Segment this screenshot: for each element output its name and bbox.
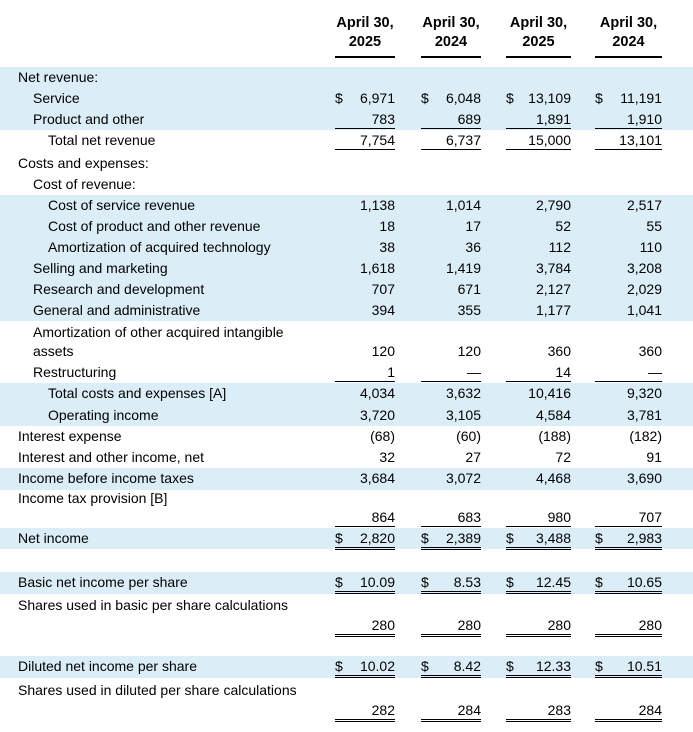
table-row bbox=[0, 321, 693, 362]
value-number: (68) bbox=[370, 428, 395, 444]
value-cell bbox=[421, 260, 481, 277]
row-label: Net revenue: bbox=[18, 69, 99, 85]
value-cell bbox=[335, 658, 395, 678]
row-label: Product and other bbox=[33, 111, 145, 127]
value-cell bbox=[506, 470, 571, 487]
column-header-year: 2024 bbox=[434, 34, 468, 50]
value-cell bbox=[506, 385, 571, 402]
value-number: 284 bbox=[457, 702, 481, 718]
value-number: 3,784 bbox=[535, 260, 571, 276]
value-cell bbox=[335, 197, 395, 214]
value-cell bbox=[506, 260, 571, 277]
currency-symbol: $ bbox=[595, 658, 603, 674]
value-cell bbox=[506, 90, 571, 107]
value-number: 10.09 bbox=[359, 574, 395, 590]
value-cell bbox=[595, 574, 662, 594]
value-cell bbox=[595, 343, 662, 360]
value-cell bbox=[335, 239, 395, 256]
value-number: 1,618 bbox=[359, 260, 395, 276]
value-number: 4,584 bbox=[535, 407, 571, 423]
value-number: 360 bbox=[547, 343, 571, 359]
column-header-line1: April 30, bbox=[336, 15, 394, 31]
value-cell bbox=[506, 702, 571, 722]
column-header-year: 2025 bbox=[522, 34, 555, 50]
value-number: 3,105 bbox=[445, 407, 481, 423]
value-number: 4,034 bbox=[359, 385, 395, 401]
row-label: Income tax provision [B] bbox=[18, 490, 168, 506]
table-row bbox=[0, 594, 693, 636]
value-number: 683 bbox=[457, 509, 481, 525]
value-cell bbox=[421, 428, 481, 445]
value-cell bbox=[595, 449, 662, 466]
value-number: 8.53 bbox=[453, 574, 481, 590]
table-row bbox=[0, 300, 693, 321]
value-number: 13,101 bbox=[619, 132, 662, 148]
value-number: 18 bbox=[379, 218, 395, 234]
column-header bbox=[590, 14, 667, 52]
value-number: 11,191 bbox=[620, 90, 662, 106]
value-cell bbox=[506, 530, 571, 550]
value-cell bbox=[421, 90, 481, 107]
table-row bbox=[0, 67, 693, 88]
value-number: (60) bbox=[456, 428, 481, 444]
row-label: Selling and marketing bbox=[33, 260, 168, 276]
value-number: 10.02 bbox=[359, 658, 395, 674]
table-row bbox=[0, 490, 693, 528]
value-number: 283 bbox=[547, 702, 571, 718]
value-cell bbox=[421, 343, 481, 360]
currency-symbol: $ bbox=[335, 90, 343, 106]
value-cell bbox=[506, 658, 571, 678]
value-number: 707 bbox=[638, 509, 662, 525]
value-number: 783 bbox=[371, 111, 395, 127]
value-cell bbox=[335, 617, 395, 637]
row-label: Operating income bbox=[48, 407, 159, 423]
currency-symbol: $ bbox=[335, 574, 343, 590]
value-number: 38 bbox=[379, 239, 395, 255]
header-rule bbox=[595, 56, 662, 58]
table-row bbox=[0, 362, 693, 383]
row-label: Amortization of other acquired intangible assets bbox=[33, 324, 284, 359]
value-cell bbox=[421, 617, 481, 637]
currency-symbol: $ bbox=[421, 658, 429, 674]
value-cell bbox=[335, 132, 395, 150]
value-number: 3,690 bbox=[626, 470, 662, 486]
value-number: 2,517 bbox=[626, 197, 662, 213]
value-number: 7,754 bbox=[359, 132, 395, 148]
value-cell bbox=[595, 658, 662, 678]
value-cell bbox=[595, 302, 662, 319]
column-header bbox=[501, 14, 576, 52]
row-label: Interest expense bbox=[18, 428, 122, 444]
value-cell bbox=[506, 364, 571, 382]
value-cell bbox=[595, 111, 662, 129]
value-cell bbox=[335, 407, 395, 424]
value-number: 91 bbox=[646, 449, 662, 465]
row-label: Total net revenue bbox=[48, 132, 156, 148]
currency-symbol: $ bbox=[335, 658, 343, 674]
value-cell bbox=[421, 302, 481, 319]
table-row bbox=[0, 130, 693, 152]
table-row bbox=[0, 468, 693, 490]
value-number: 32 bbox=[379, 449, 395, 465]
value-number: 2,029 bbox=[626, 281, 662, 297]
value-cell bbox=[595, 90, 662, 107]
table-row bbox=[0, 405, 693, 426]
value-number: 864 bbox=[371, 509, 395, 525]
row-label: Shares used in basic per share calculations bbox=[18, 597, 289, 613]
value-cell bbox=[421, 449, 481, 466]
value-number: 120 bbox=[371, 343, 395, 359]
value-cell bbox=[335, 218, 395, 235]
value-number: 3,720 bbox=[359, 407, 395, 423]
value-cell bbox=[595, 260, 662, 277]
value-cell bbox=[421, 407, 481, 424]
value-number: 2,983 bbox=[626, 530, 662, 546]
value-number: 280 bbox=[457, 617, 481, 633]
value-cell bbox=[595, 530, 662, 550]
value-number: 3,781 bbox=[626, 407, 662, 423]
value-number: 14 bbox=[555, 364, 571, 380]
value-cell bbox=[506, 239, 571, 256]
value-cell bbox=[335, 90, 395, 107]
value-cell bbox=[421, 530, 481, 550]
value-cell bbox=[421, 364, 481, 382]
value-cell bbox=[421, 574, 481, 594]
row-label: Basic net income per share bbox=[18, 574, 188, 590]
value-cell bbox=[506, 302, 571, 319]
value-cell bbox=[506, 509, 571, 527]
value-number: 112 bbox=[548, 239, 571, 255]
value-cell bbox=[421, 702, 481, 722]
value-number: 6,737 bbox=[445, 132, 481, 148]
value-number: 120 bbox=[457, 343, 481, 359]
value-number: 72 bbox=[555, 449, 571, 465]
value-cell bbox=[421, 385, 481, 402]
value-cell bbox=[335, 260, 395, 277]
value-cell bbox=[595, 617, 662, 637]
value-cell bbox=[335, 470, 395, 487]
value-cell bbox=[595, 218, 662, 235]
table-row bbox=[0, 279, 693, 300]
value-number: 284 bbox=[638, 702, 662, 718]
value-cell bbox=[335, 111, 395, 129]
value-cell bbox=[595, 385, 662, 402]
table-row bbox=[0, 679, 693, 721]
value-number: 6,971 bbox=[359, 90, 395, 106]
value-number: 671 bbox=[457, 281, 481, 297]
value-cell bbox=[421, 197, 481, 214]
value-number: — bbox=[648, 364, 662, 380]
column-header bbox=[416, 14, 486, 52]
currency-symbol: $ bbox=[595, 530, 603, 546]
value-number: 1,891 bbox=[535, 111, 571, 127]
value-number: 3,684 bbox=[359, 470, 395, 486]
value-cell bbox=[595, 239, 662, 256]
table-row bbox=[0, 195, 693, 216]
currency-symbol: $ bbox=[335, 530, 343, 546]
value-cell bbox=[421, 470, 481, 487]
row-label: Income before income taxes bbox=[18, 470, 194, 486]
value-number: 707 bbox=[371, 281, 395, 297]
value-cell bbox=[506, 617, 571, 637]
value-cell bbox=[595, 407, 662, 424]
table-row bbox=[0, 426, 693, 447]
value-cell bbox=[335, 428, 395, 445]
value-cell bbox=[335, 449, 395, 466]
value-number: — bbox=[467, 364, 481, 380]
value-cell bbox=[595, 702, 662, 722]
currency-symbol: $ bbox=[506, 574, 514, 590]
currency-symbol: $ bbox=[506, 658, 514, 674]
value-cell bbox=[335, 509, 395, 527]
value-number: 1,177 bbox=[535, 302, 571, 318]
value-cell bbox=[595, 509, 662, 527]
value-number: 3,488 bbox=[535, 530, 571, 546]
table-row bbox=[0, 153, 693, 174]
row-label: Research and development bbox=[33, 281, 205, 297]
currency-symbol: $ bbox=[421, 90, 429, 106]
header-rule bbox=[421, 56, 481, 58]
header-rule bbox=[335, 56, 395, 58]
currency-symbol: $ bbox=[595, 574, 603, 590]
value-number: 1,138 bbox=[359, 197, 395, 213]
table-row bbox=[0, 656, 693, 678]
value-cell bbox=[506, 574, 571, 594]
value-number: 394 bbox=[371, 302, 395, 318]
value-number: 12.45 bbox=[535, 574, 571, 590]
currency-symbol: $ bbox=[506, 530, 514, 546]
value-number: 1,910 bbox=[626, 111, 662, 127]
table-row bbox=[0, 88, 693, 109]
column-header-year: 2025 bbox=[348, 34, 382, 50]
value-number: 36 bbox=[465, 239, 481, 255]
value-number: (188) bbox=[538, 428, 571, 444]
value-number: 15,000 bbox=[528, 132, 571, 148]
value-number: 2,127 bbox=[535, 281, 571, 297]
table-row bbox=[0, 572, 693, 594]
row-label: Net income bbox=[18, 530, 89, 546]
value-cell bbox=[506, 218, 571, 235]
value-number: 110 bbox=[639, 239, 662, 255]
table-row bbox=[0, 216, 693, 237]
table-row bbox=[0, 174, 693, 195]
value-cell bbox=[335, 343, 395, 360]
value-number: 2,790 bbox=[535, 197, 571, 213]
table-row bbox=[0, 447, 693, 468]
row-label: Service bbox=[33, 90, 80, 106]
column-header-year: 2024 bbox=[612, 34, 645, 50]
header-rule bbox=[506, 56, 571, 58]
value-cell bbox=[595, 132, 662, 150]
row-label: Restructuring bbox=[33, 364, 117, 380]
value-number: 52 bbox=[555, 218, 571, 234]
currency-symbol: $ bbox=[421, 574, 429, 590]
value-cell bbox=[595, 281, 662, 298]
value-cell bbox=[335, 281, 395, 298]
row-label: Shares used in diluted per share calculations bbox=[18, 682, 297, 698]
value-cell bbox=[335, 364, 395, 382]
value-number: 12.33 bbox=[535, 658, 571, 674]
value-cell bbox=[595, 197, 662, 214]
value-cell bbox=[595, 364, 662, 382]
row-label: Diluted net income per share bbox=[18, 658, 197, 674]
value-number: 4,468 bbox=[535, 470, 571, 486]
value-cell bbox=[506, 449, 571, 466]
row-label: Interest and other income, net bbox=[18, 449, 204, 465]
value-cell bbox=[506, 111, 571, 129]
value-cell bbox=[506, 428, 571, 445]
value-number: 8.42 bbox=[453, 658, 481, 674]
value-cell bbox=[506, 343, 571, 360]
value-cell bbox=[335, 574, 395, 594]
value-number: 1,419 bbox=[445, 260, 481, 276]
value-cell bbox=[595, 428, 662, 445]
row-label: Amortization of acquired technology bbox=[48, 239, 271, 255]
row-label: Cost of service revenue bbox=[48, 197, 196, 213]
value-cell bbox=[595, 470, 662, 487]
column-header-line1: April 30, bbox=[599, 15, 658, 31]
row-label: Total costs and expenses [A] bbox=[48, 385, 227, 401]
value-number: 17 bbox=[465, 218, 481, 234]
value-cell bbox=[421, 658, 481, 678]
row-label: Costs and expenses: bbox=[18, 155, 149, 171]
table-row bbox=[0, 383, 693, 405]
value-number: 6,048 bbox=[445, 90, 481, 106]
value-number: 10,416 bbox=[528, 385, 571, 401]
row-label: General and administrative bbox=[33, 302, 201, 318]
row-label: Cost of product and other revenue bbox=[48, 218, 261, 234]
value-number: 2,389 bbox=[445, 530, 481, 546]
value-number: 2,820 bbox=[359, 530, 395, 546]
value-cell bbox=[506, 197, 571, 214]
value-number: (182) bbox=[629, 428, 662, 444]
value-cell bbox=[335, 302, 395, 319]
value-cell bbox=[421, 218, 481, 235]
value-number: 280 bbox=[371, 617, 395, 633]
value-number: 1,014 bbox=[445, 197, 481, 213]
value-cell bbox=[506, 281, 571, 298]
value-cell bbox=[421, 509, 481, 527]
value-number: 280 bbox=[547, 617, 571, 633]
currency-symbol: $ bbox=[506, 90, 514, 106]
row-label: Cost of revenue: bbox=[33, 176, 136, 192]
value-cell bbox=[421, 132, 481, 150]
value-number: 282 bbox=[371, 702, 395, 718]
value-number: 980 bbox=[547, 509, 571, 525]
value-number: 10.51 bbox=[626, 658, 662, 674]
table-row bbox=[0, 109, 693, 130]
value-number: 3,072 bbox=[445, 470, 481, 486]
table-row bbox=[0, 258, 693, 279]
table-row bbox=[0, 237, 693, 258]
value-number: 355 bbox=[457, 302, 481, 318]
column-header-line1: April 30, bbox=[509, 15, 568, 31]
value-cell bbox=[335, 702, 395, 722]
value-number: 360 bbox=[638, 343, 662, 359]
value-cell bbox=[421, 281, 481, 298]
column-header bbox=[330, 14, 400, 52]
value-number: 13,109 bbox=[528, 90, 571, 106]
value-cell bbox=[335, 530, 395, 550]
value-cell bbox=[421, 111, 481, 129]
value-cell bbox=[506, 407, 571, 424]
value-number: 689 bbox=[457, 111, 481, 127]
table-row bbox=[0, 528, 693, 549]
value-number: 3,632 bbox=[445, 385, 481, 401]
currency-symbol: $ bbox=[421, 530, 429, 546]
column-header-line1: April 30, bbox=[422, 15, 480, 31]
value-cell bbox=[506, 132, 571, 150]
value-number: 1,041 bbox=[626, 302, 662, 318]
value-number: 1 bbox=[387, 364, 395, 380]
value-number: 10.65 bbox=[626, 574, 662, 590]
value-cell bbox=[421, 239, 481, 256]
value-number: 9,320 bbox=[626, 385, 662, 401]
value-number: 55 bbox=[646, 218, 662, 234]
currency-symbol: $ bbox=[595, 90, 603, 106]
value-number: 27 bbox=[465, 449, 481, 465]
value-number: 3,208 bbox=[626, 260, 662, 276]
value-number: 280 bbox=[638, 617, 662, 633]
value-cell bbox=[335, 385, 395, 402]
